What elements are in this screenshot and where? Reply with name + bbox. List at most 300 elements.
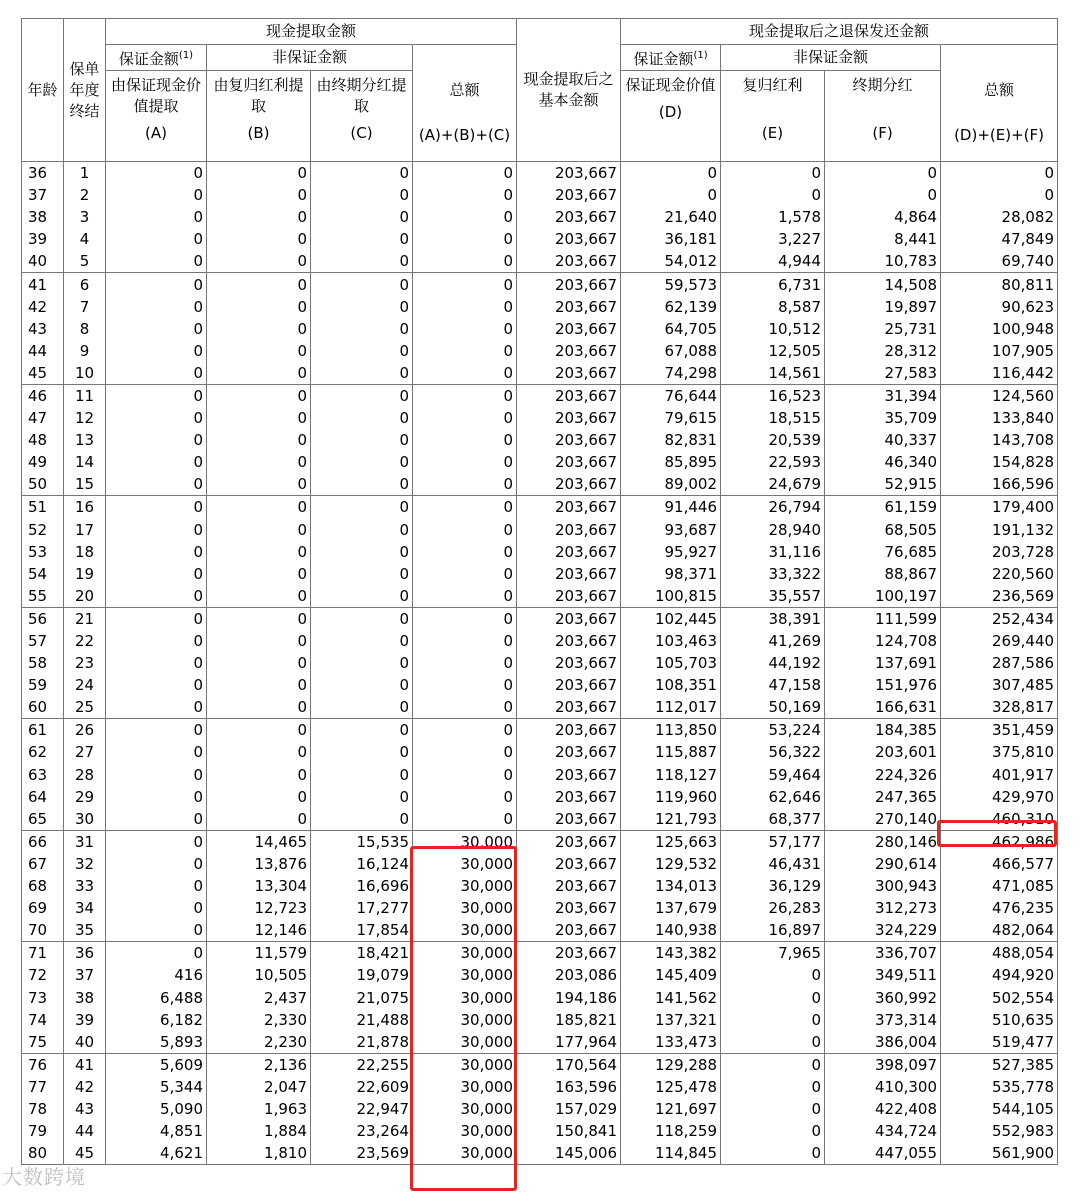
table-row: [22, 630, 1058, 652]
cell-reversionary-bonus-withdrawal: 0: [207, 541, 311, 563]
header-withdrawal-total: 总额 (A)+(B)+(C): [413, 45, 517, 162]
table-row: [22, 318, 1058, 340]
cell-basic-amount-after: 203,086: [517, 964, 621, 986]
cell-surrender-total: 488,054: [941, 942, 1058, 965]
cell-terminal-dividend: 151,976: [825, 674, 941, 696]
cell-withdrawal-total: 0: [413, 273, 517, 296]
cell-policy-year: 35: [64, 919, 106, 942]
cell-age: 45: [22, 362, 64, 385]
cell-guaranteed-cash-value: 76,644: [621, 384, 721, 407]
cell-reversionary-bonus-withdrawal: 0: [207, 451, 311, 473]
cell-reversionary-bonus: 26,794: [721, 496, 825, 519]
header-col-c: 由终期分红提取 (C): [311, 71, 413, 162]
cell-guaranteed-cash-value-withdrawal: 0: [106, 250, 207, 273]
cell-terminal-dividend-withdrawal: 0: [311, 228, 413, 250]
table-row: [22, 1031, 1058, 1054]
cell-terminal-dividend-withdrawal: 22,947: [311, 1098, 413, 1120]
cell-withdrawal-total: 0: [413, 250, 517, 273]
cell-age: 68: [22, 875, 64, 897]
cell-terminal-dividend: 422,408: [825, 1098, 941, 1120]
cell-surrender-total: 80,811: [941, 273, 1058, 296]
table-row: [22, 206, 1058, 228]
cell-withdrawal-total: 0: [413, 563, 517, 585]
cell-surrender-total: 519,477: [941, 1031, 1058, 1054]
cell-guaranteed-cash-value: 115,887: [621, 741, 721, 763]
cell-basic-amount-after: 203,667: [517, 496, 621, 519]
cell-withdrawal-total: 0: [413, 296, 517, 318]
table-row: [22, 407, 1058, 429]
cell-surrender-total: 561,900: [941, 1142, 1058, 1165]
table-row: [22, 607, 1058, 630]
cell-guaranteed-cash-value: 0: [621, 184, 721, 206]
cell-withdrawal-total: 0: [413, 228, 517, 250]
cell-reversionary-bonus-withdrawal: 2,437: [207, 986, 311, 1008]
cell-guaranteed-cash-value: 125,663: [621, 830, 721, 853]
cell-policy-year: 42: [64, 1076, 106, 1098]
cell-policy-year: 32: [64, 853, 106, 875]
table-row: [22, 273, 1058, 296]
cell-age: 75: [22, 1031, 64, 1054]
cell-withdrawal-total: 0: [413, 206, 517, 228]
cell-guaranteed-cash-value: 105,703: [621, 652, 721, 674]
cell-reversionary-bonus: 38,391: [721, 607, 825, 630]
table-row: [22, 384, 1058, 407]
header-non-guaranteed-d: 非保证金额: [721, 45, 941, 71]
cell-guaranteed-cash-value: 102,445: [621, 607, 721, 630]
cell-guaranteed-cash-value: 121,697: [621, 1098, 721, 1120]
cell-terminal-dividend-withdrawal: 0: [311, 407, 413, 429]
cell-terminal-dividend: 100,197: [825, 585, 941, 608]
cell-terminal-dividend: 398,097: [825, 1053, 941, 1076]
cell-policy-year: 9: [64, 340, 106, 362]
cell-withdrawal-total: 0: [413, 451, 517, 473]
cell-reversionary-bonus: 6,731: [721, 273, 825, 296]
cell-withdrawal-total: 30,000: [413, 875, 517, 897]
cell-guaranteed-cash-value: 137,321: [621, 1009, 721, 1031]
cell-policy-year: 28: [64, 764, 106, 786]
cell-age: 65: [22, 808, 64, 831]
cell-reversionary-bonus-withdrawal: 1,963: [207, 1098, 311, 1120]
table-header: [22, 19, 1058, 162]
cell-surrender-total: 462,986: [941, 830, 1058, 853]
cell-surrender-total: 429,970: [941, 786, 1058, 808]
cell-policy-year: 13: [64, 429, 106, 451]
cell-guaranteed-cash-value-withdrawal: 4,851: [106, 1120, 207, 1142]
cell-policy-year: 34: [64, 897, 106, 919]
cell-reversionary-bonus-withdrawal: 2,330: [207, 1009, 311, 1031]
cell-policy-year: 26: [64, 719, 106, 742]
cell-reversionary-bonus-withdrawal: 0: [207, 273, 311, 296]
cell-guaranteed-cash-value: 121,793: [621, 808, 721, 831]
cell-age: 54: [22, 563, 64, 585]
cell-guaranteed-cash-value-withdrawal: 0: [106, 786, 207, 808]
cell-reversionary-bonus: 0: [721, 184, 825, 206]
cell-guaranteed-cash-value-withdrawal: 0: [106, 741, 207, 763]
cell-reversionary-bonus-withdrawal: 12,723: [207, 897, 311, 919]
cell-terminal-dividend-withdrawal: 0: [311, 429, 413, 451]
cell-reversionary-bonus: 18,515: [721, 407, 825, 429]
cell-reversionary-bonus: 0: [721, 986, 825, 1008]
cell-terminal-dividend: 111,599: [825, 607, 941, 630]
cell-policy-year: 12: [64, 407, 106, 429]
cell-surrender-total: 471,085: [941, 875, 1058, 897]
cell-age: 44: [22, 340, 64, 362]
cell-terminal-dividend: 373,314: [825, 1009, 941, 1031]
cell-age: 72: [22, 964, 64, 986]
cell-age: 53: [22, 541, 64, 563]
cell-surrender-total: 203,728: [941, 541, 1058, 563]
cell-terminal-dividend: 52,915: [825, 473, 941, 496]
cell-reversionary-bonus: 59,464: [721, 764, 825, 786]
cell-basic-amount-after: 203,667: [517, 250, 621, 273]
cell-guaranteed-cash-value: 129,288: [621, 1053, 721, 1076]
cell-policy-year: 37: [64, 964, 106, 986]
cell-surrender-total: 47,849: [941, 228, 1058, 250]
cell-guaranteed-cash-value-withdrawal: 0: [106, 696, 207, 719]
cell-policy-year: 45: [64, 1142, 106, 1165]
cell-reversionary-bonus-withdrawal: 0: [207, 519, 311, 541]
cell-guaranteed-cash-value-withdrawal: 0: [106, 407, 207, 429]
cell-policy-year: 40: [64, 1031, 106, 1054]
cell-terminal-dividend: 28,312: [825, 340, 941, 362]
cell-terminal-dividend-withdrawal: 0: [311, 318, 413, 340]
cell-guaranteed-cash-value: 141,562: [621, 986, 721, 1008]
cell-withdrawal-total: 0: [413, 340, 517, 362]
cell-reversionary-bonus: 22,593: [721, 451, 825, 473]
cell-withdrawal-total: 0: [413, 764, 517, 786]
cell-reversionary-bonus-withdrawal: 0: [207, 652, 311, 674]
cell-terminal-dividend-withdrawal: 0: [311, 719, 413, 742]
cell-terminal-dividend: 14,508: [825, 273, 941, 296]
cell-basic-amount-after: 203,667: [517, 318, 621, 340]
cell-withdrawal-total: 0: [413, 741, 517, 763]
cell-terminal-dividend: 137,691: [825, 652, 941, 674]
cell-withdrawal-total: 30,000: [413, 897, 517, 919]
cell-reversionary-bonus: 68,377: [721, 808, 825, 831]
cell-age: 55: [22, 585, 64, 608]
cell-age: 63: [22, 764, 64, 786]
cell-age: 39: [22, 228, 64, 250]
cell-withdrawal-total: 0: [413, 362, 517, 385]
cell-reversionary-bonus: 50,169: [721, 696, 825, 719]
cell-reversionary-bonus: 62,646: [721, 786, 825, 808]
cell-guaranteed-cash-value-withdrawal: 0: [106, 318, 207, 340]
cell-reversionary-bonus-withdrawal: 14,465: [207, 830, 311, 853]
cell-policy-year: 43: [64, 1098, 106, 1120]
cell-basic-amount-after: 203,667: [517, 273, 621, 296]
cell-terminal-dividend: 247,365: [825, 786, 941, 808]
cell-basic-amount-after: 203,667: [517, 696, 621, 719]
cell-guaranteed-cash-value-withdrawal: 0: [106, 897, 207, 919]
cell-surrender-total: 535,778: [941, 1076, 1058, 1098]
cell-basic-amount-after: 203,667: [517, 942, 621, 965]
cell-withdrawal-total: 0: [413, 719, 517, 742]
cell-policy-year: 25: [64, 696, 106, 719]
table-row: [22, 496, 1058, 519]
cell-policy-year: 18: [64, 541, 106, 563]
cell-guaranteed-cash-value-withdrawal: 0: [106, 384, 207, 407]
cell-surrender-total: 90,623: [941, 296, 1058, 318]
illustration-table: [21, 18, 1058, 1165]
cell-reversionary-bonus: 44,192: [721, 652, 825, 674]
cell-basic-amount-after: 203,667: [517, 541, 621, 563]
cell-reversionary-bonus-withdrawal: 2,136: [207, 1053, 311, 1076]
cell-age: 48: [22, 429, 64, 451]
table-row: [22, 786, 1058, 808]
table-row: [22, 563, 1058, 585]
cell-age: 50: [22, 473, 64, 496]
cell-guaranteed-cash-value: 108,351: [621, 674, 721, 696]
cell-guaranteed-cash-value-withdrawal: 0: [106, 496, 207, 519]
cell-policy-year: 29: [64, 786, 106, 808]
cell-basic-amount-after: 203,667: [517, 875, 621, 897]
table-row: [22, 875, 1058, 897]
cell-age: 36: [22, 162, 64, 185]
table-row: [22, 1120, 1058, 1142]
cell-surrender-total: 494,920: [941, 964, 1058, 986]
cell-guaranteed-cash-value: 79,615: [621, 407, 721, 429]
cell-age: 77: [22, 1076, 64, 1098]
cell-guaranteed-cash-value: 98,371: [621, 563, 721, 585]
cell-age: 59: [22, 674, 64, 696]
cell-reversionary-bonus-withdrawal: 0: [207, 607, 311, 630]
cell-guaranteed-cash-value: 118,259: [621, 1120, 721, 1142]
cell-basic-amount-after: 157,029: [517, 1098, 621, 1120]
cell-age: 57: [22, 630, 64, 652]
cell-withdrawal-total: 30,000: [413, 1009, 517, 1031]
cell-terminal-dividend: 4,864: [825, 206, 941, 228]
header-surrender-after: 现金提取后之退保发还金额: [621, 19, 1058, 45]
cell-surrender-total: 460,310: [941, 808, 1058, 831]
cell-reversionary-bonus-withdrawal: 2,047: [207, 1076, 311, 1098]
cell-reversionary-bonus: 0: [721, 162, 825, 185]
cell-policy-year: 41: [64, 1053, 106, 1076]
cell-withdrawal-total: 0: [413, 696, 517, 719]
table-row: [22, 830, 1058, 853]
cell-age: 40: [22, 250, 64, 273]
cell-surrender-total: 220,560: [941, 563, 1058, 585]
cell-withdrawal-total: 30,000: [413, 1120, 517, 1142]
cell-surrender-total: 107,905: [941, 340, 1058, 362]
cell-guaranteed-cash-value: 21,640: [621, 206, 721, 228]
cell-guaranteed-cash-value: 103,463: [621, 630, 721, 652]
cell-terminal-dividend-withdrawal: 21,488: [311, 1009, 413, 1031]
cell-terminal-dividend: 280,146: [825, 830, 941, 853]
cell-basic-amount-after: 150,841: [517, 1120, 621, 1142]
cell-terminal-dividend-withdrawal: 0: [311, 541, 413, 563]
cell-withdrawal-total: 0: [413, 184, 517, 206]
cell-terminal-dividend-withdrawal: 0: [311, 630, 413, 652]
cell-guaranteed-cash-value: 82,831: [621, 429, 721, 451]
cell-surrender-total: 375,810: [941, 741, 1058, 763]
cell-terminal-dividend: 300,943: [825, 875, 941, 897]
cell-terminal-dividend-withdrawal: 0: [311, 250, 413, 273]
cell-guaranteed-cash-value-withdrawal: 0: [106, 429, 207, 451]
cell-guaranteed-cash-value: 118,127: [621, 764, 721, 786]
cell-withdrawal-total: 0: [413, 674, 517, 696]
cell-age: 79: [22, 1120, 64, 1142]
cell-guaranteed-cash-value-withdrawal: 0: [106, 340, 207, 362]
cell-withdrawal-total: 30,000: [413, 830, 517, 853]
cell-reversionary-bonus: 10,512: [721, 318, 825, 340]
cell-terminal-dividend: 25,731: [825, 318, 941, 340]
cell-age: 51: [22, 496, 64, 519]
cell-withdrawal-total: 0: [413, 607, 517, 630]
cell-surrender-total: 133,840: [941, 407, 1058, 429]
cell-reversionary-bonus: 16,897: [721, 919, 825, 942]
cell-terminal-dividend: 19,897: [825, 296, 941, 318]
cell-reversionary-bonus: 12,505: [721, 340, 825, 362]
cell-reversionary-bonus-withdrawal: 0: [207, 296, 311, 318]
cell-age: 61: [22, 719, 64, 742]
cell-basic-amount-after: 203,667: [517, 206, 621, 228]
cell-policy-year: 33: [64, 875, 106, 897]
cell-withdrawal-total: 0: [413, 318, 517, 340]
cell-terminal-dividend: 184,385: [825, 719, 941, 742]
cell-reversionary-bonus: 36,129: [721, 875, 825, 897]
cell-policy-year: 30: [64, 808, 106, 831]
cell-basic-amount-after: 203,667: [517, 429, 621, 451]
cell-reversionary-bonus: 46,431: [721, 853, 825, 875]
header-col-e: 复归红利 (E): [721, 71, 825, 162]
cell-surrender-total: 552,983: [941, 1120, 1058, 1142]
table-row: [22, 1076, 1058, 1098]
cell-reversionary-bonus-withdrawal: 0: [207, 340, 311, 362]
cell-guaranteed-cash-value-withdrawal: 6,182: [106, 1009, 207, 1031]
cell-policy-year: 22: [64, 630, 106, 652]
table-row: [22, 162, 1058, 185]
cell-reversionary-bonus-withdrawal: 10,505: [207, 964, 311, 986]
cell-surrender-total: 476,235: [941, 897, 1058, 919]
cell-policy-year: 4: [64, 228, 106, 250]
cell-withdrawal-total: 0: [413, 585, 517, 608]
cell-withdrawal-total: 0: [413, 473, 517, 496]
cell-withdrawal-total: 0: [413, 541, 517, 563]
cell-guaranteed-cash-value-withdrawal: 0: [106, 563, 207, 585]
cell-surrender-total: 191,132: [941, 519, 1058, 541]
cell-age: 47: [22, 407, 64, 429]
cell-terminal-dividend: 61,159: [825, 496, 941, 519]
cell-reversionary-bonus: 16,523: [721, 384, 825, 407]
table-row: [22, 340, 1058, 362]
cell-surrender-total: 116,442: [941, 362, 1058, 385]
cell-reversionary-bonus-withdrawal: 0: [207, 696, 311, 719]
cell-basic-amount-after: 203,667: [517, 340, 621, 362]
cell-terminal-dividend: 290,614: [825, 853, 941, 875]
cell-policy-year: 24: [64, 674, 106, 696]
cell-basic-amount-after: 203,667: [517, 786, 621, 808]
cell-surrender-total: 510,635: [941, 1009, 1058, 1031]
cell-basic-amount-after: 203,667: [517, 897, 621, 919]
cell-guaranteed-cash-value-withdrawal: 0: [106, 919, 207, 942]
cell-terminal-dividend: 88,867: [825, 563, 941, 585]
cell-guaranteed-cash-value-withdrawal: 0: [106, 228, 207, 250]
cell-terminal-dividend: 0: [825, 162, 941, 185]
cell-guaranteed-cash-value-withdrawal: 0: [106, 630, 207, 652]
cell-reversionary-bonus: 41,269: [721, 630, 825, 652]
cell-basic-amount-after: 203,667: [517, 184, 621, 206]
header-non-guaranteed-a: 非保证金额: [207, 45, 413, 71]
cell-policy-year: 1: [64, 162, 106, 185]
watermark: 大数跨境: [2, 1165, 86, 1189]
cell-withdrawal-total: 30,000: [413, 853, 517, 875]
highlight-box-withdrawal-total: [410, 846, 517, 1191]
table-row: [22, 473, 1058, 496]
table-row: [22, 964, 1058, 986]
cell-guaranteed-cash-value-withdrawal: 4,621: [106, 1142, 207, 1165]
cell-reversionary-bonus: 20,539: [721, 429, 825, 451]
cell-age: 62: [22, 741, 64, 763]
cell-reversionary-bonus-withdrawal: 0: [207, 674, 311, 696]
cell-terminal-dividend-withdrawal: 0: [311, 340, 413, 362]
cell-policy-year: 14: [64, 451, 106, 473]
table-row: [22, 808, 1058, 831]
cell-terminal-dividend: 27,583: [825, 362, 941, 385]
cell-age: 80: [22, 1142, 64, 1165]
cell-age: 78: [22, 1098, 64, 1120]
cell-basic-amount-after: 203,667: [517, 719, 621, 742]
table-row: [22, 362, 1058, 385]
cell-age: 67: [22, 853, 64, 875]
cell-basic-amount-after: 185,821: [517, 1009, 621, 1031]
cell-terminal-dividend-withdrawal: 0: [311, 451, 413, 473]
cell-policy-year: 31: [64, 830, 106, 853]
cell-guaranteed-cash-value-withdrawal: 0: [106, 541, 207, 563]
cell-surrender-total: 0: [941, 162, 1058, 185]
cell-reversionary-bonus-withdrawal: 1,810: [207, 1142, 311, 1165]
table-row: [22, 519, 1058, 541]
cell-reversionary-bonus: 0: [721, 1009, 825, 1031]
cell-terminal-dividend-withdrawal: 17,854: [311, 919, 413, 942]
cell-policy-year: 36: [64, 942, 106, 965]
cell-terminal-dividend-withdrawal: 0: [311, 764, 413, 786]
cell-surrender-total: 482,064: [941, 919, 1058, 942]
cell-policy-year: 5: [64, 250, 106, 273]
cell-surrender-total: 28,082: [941, 206, 1058, 228]
cell-withdrawal-total: 0: [413, 808, 517, 831]
cell-withdrawal-total: 0: [413, 652, 517, 674]
cell-guaranteed-cash-value: 64,705: [621, 318, 721, 340]
cell-age: 70: [22, 919, 64, 942]
cell-terminal-dividend: 10,783: [825, 250, 941, 273]
cell-guaranteed-cash-value-withdrawal: 0: [106, 808, 207, 831]
cell-guaranteed-cash-value: 145,409: [621, 964, 721, 986]
cell-age: 73: [22, 986, 64, 1008]
cell-terminal-dividend-withdrawal: 0: [311, 184, 413, 206]
table-row: [22, 764, 1058, 786]
cell-surrender-total: 466,577: [941, 853, 1058, 875]
table-row: [22, 719, 1058, 742]
cell-surrender-total: 166,596: [941, 473, 1058, 496]
cell-surrender-total: 502,554: [941, 986, 1058, 1008]
cell-withdrawal-total: 0: [413, 407, 517, 429]
cell-guaranteed-cash-value: 114,845: [621, 1142, 721, 1165]
cell-age: 74: [22, 1009, 64, 1031]
cell-guaranteed-cash-value-withdrawal: 5,893: [106, 1031, 207, 1054]
cell-policy-year: 19: [64, 563, 106, 585]
cell-policy-year: 2: [64, 184, 106, 206]
cell-withdrawal-total: 30,000: [413, 1142, 517, 1165]
table-row: [22, 451, 1058, 473]
cell-basic-amount-after: 203,667: [517, 919, 621, 942]
cell-guaranteed-cash-value-withdrawal: 0: [106, 519, 207, 541]
table-row: [22, 652, 1058, 674]
cell-guaranteed-cash-value-withdrawal: 0: [106, 362, 207, 385]
table-row: [22, 585, 1058, 608]
cell-policy-year: 17: [64, 519, 106, 541]
cell-age: 71: [22, 942, 64, 965]
cell-guaranteed-cash-value: 62,139: [621, 296, 721, 318]
